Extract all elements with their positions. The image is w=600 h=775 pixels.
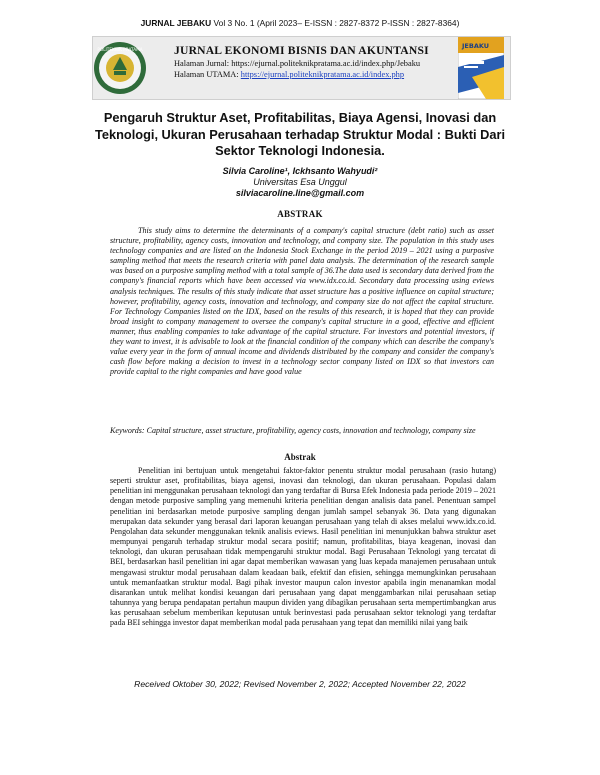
cover-title: JEBAKU [462, 42, 490, 50]
politeknik-pratama-logo [92, 40, 148, 96]
journal-page-link[interactable]: https://ejurnal.politeknikpratama.ac.id/index.php/Jebaku [231, 59, 421, 68]
received-dates: Received Oktober 30, 2022; Revised November 2, 2022; Accepted November 22, 2022 [134, 679, 466, 689]
author-email: silviacaroline.line@gmail.com [235, 188, 365, 198]
abstract-heading: ABSTRAK [277, 209, 323, 219]
paper-authors: Silvia Caroline¹, Ickhsanto Wahyudi² [222, 166, 378, 176]
journal-info-line [0, 18, 600, 28]
abstract-english-text: This study aims to determine the determinants of a company's capital structure (debt ratio) such as asset structure, profitability, agency costs, innovation and technology, and company size. The population in this study uses technology companies and are listed on the Indonesia Stock Exchange in the period 2019 – 2021 using a purposive sampling method that meets the research criteria with panel data analysis. The determination of the research sample was based on a purposive sampling method with a total sample of 36.The data used is secondary data derived from the company's financial reports which have been accessed via www.idx.co.id. Secondary data processing using eviews analysis techniques. The results of this study indicate that asset structure has a positive influence on capital structure; however, profitability, agency costs, innovation and technology, and company size do not affect the capital structure. For Technology Companies listed on the IDX, based on the results of this research, it is hoped that they can provide broad insight to company management to oversee the company's capital structure in a good, effective and efficient manner, thus enabling companies to take advantage of the capital structure. For investors and potential investors, if they want to invest, it is advisable to look at the financial condition of the company which can describe the company's value every year in the form of annual income and dividends distributed by the company and consider the company's cash flow before making a decision to invest in a technology sector company listed on IDX so that investors can provide capital to the right companies and have good value [110, 226, 494, 377]
abstrak-heading: Abstrak [284, 452, 316, 462]
journal-name: JURNAL JEBAKU [140, 18, 212, 28]
author-affiliation: Universitas Esa Unggul [253, 177, 347, 187]
journal-page-label: Halaman Jurnal: [174, 59, 232, 68]
keywords: Keywords: Capital structure, asset structure, profitability, agency costs, innovation and technology, company size [110, 426, 476, 435]
logo-text: POLITEKNIK PRATAMA [97, 47, 143, 52]
journal-volume-issn: Vol 3 No. 1 (April 2023– E-ISSN : 2827-8372 P-ISSN : 2827-8364) [211, 18, 460, 28]
main-page-label: Halaman UTAMA: [174, 70, 241, 79]
abstract-indonesian-text: Penelitian ini bertujuan untuk mengetahui faktor-faktor penentu struktur modal perusahaan (rasio hutang) seperti struktur aset, profitabilitas, biaya agensi, inovasi dan teknologi, dan ukuran perusahaan. Populasi dalam penelitian ini menggunakan perusahaan teknologi dan yang terdaftar di Bursa Efek Indonesia pada periode 2019 – 2021 dengan metode purposive sampling yang memenuhi kriteria penelitian dengan analisis data panel. Penentuan sampel penelitian ini berdasarkan metode purposive sampling dengan jumlah sampel sebanyak 36. Data yang digunakan merupakan data sekunder yang berasal dari laporan keuangan perusahaan yang telah di akses melalui www.idx.co.id. Pengolahan data sekunder menggunakan teknik analisis eviews. Hasil penelitian ini menunjukkan bahwa struktur aset mempunyai pengaruh terhadap struktur modal secara positif; namun, profitabilitas, biaya keagenan, inovasi dan teknologi, dan ukuran perusahaan tidak mempengaruhi struktur modal. Bagi Perusahaan Teknologi yang tercatat di BEI, berdasarkan hasil penelitian ini agar dapat memberikan wawasan yang luas kepada manajemen perusahaan untuk mengawasi struktur modal perusahaan dalam keadaan baik, efektif dan efisien, sehingga memungkinkan perusahaan untuk memanfaatkan struktur modal. Bagi pihak investor maupun calon investor apabila ingin menanamkan modal disarankan untuk melihat kondisi keuangan dari perusahaan yang dapat menggambarkan nilai perusahaan setiap tahunnya yang berupa pendapatan pertahun maupun dividen yang dibagikan perusahaan serta mempertimbangkan arus kas perusahaan sebelum memberikan keputusan untuk berinvestasi pada perusahaan sektor teknologi yang terdaftar pada BEI sehingga investor dapat memberikan modal pada perusahaan yang tepat dan memiliki nilai yang baik [110, 466, 496, 628]
paper-title: Pengaruh Struktur Aset, Profitabilitas, Biaya Agensi, Inovasi dan Teknologi, Ukuran Perusahaan terhadap Struktur Modal : Bukti Dari Sektor Teknologi Indonesia. [94, 110, 506, 158]
journal-cover-thumbnail [458, 37, 504, 99]
journal-full-title: JURNAL EKONOMI BISNIS DAN AKUNTANSI [174, 44, 429, 57]
main-page-line [174, 70, 404, 79]
main-page-link[interactable]: https://ejurnal.politeknikpratama.ac.id/index.php [240, 70, 405, 79]
journal-page-line [174, 59, 420, 68]
